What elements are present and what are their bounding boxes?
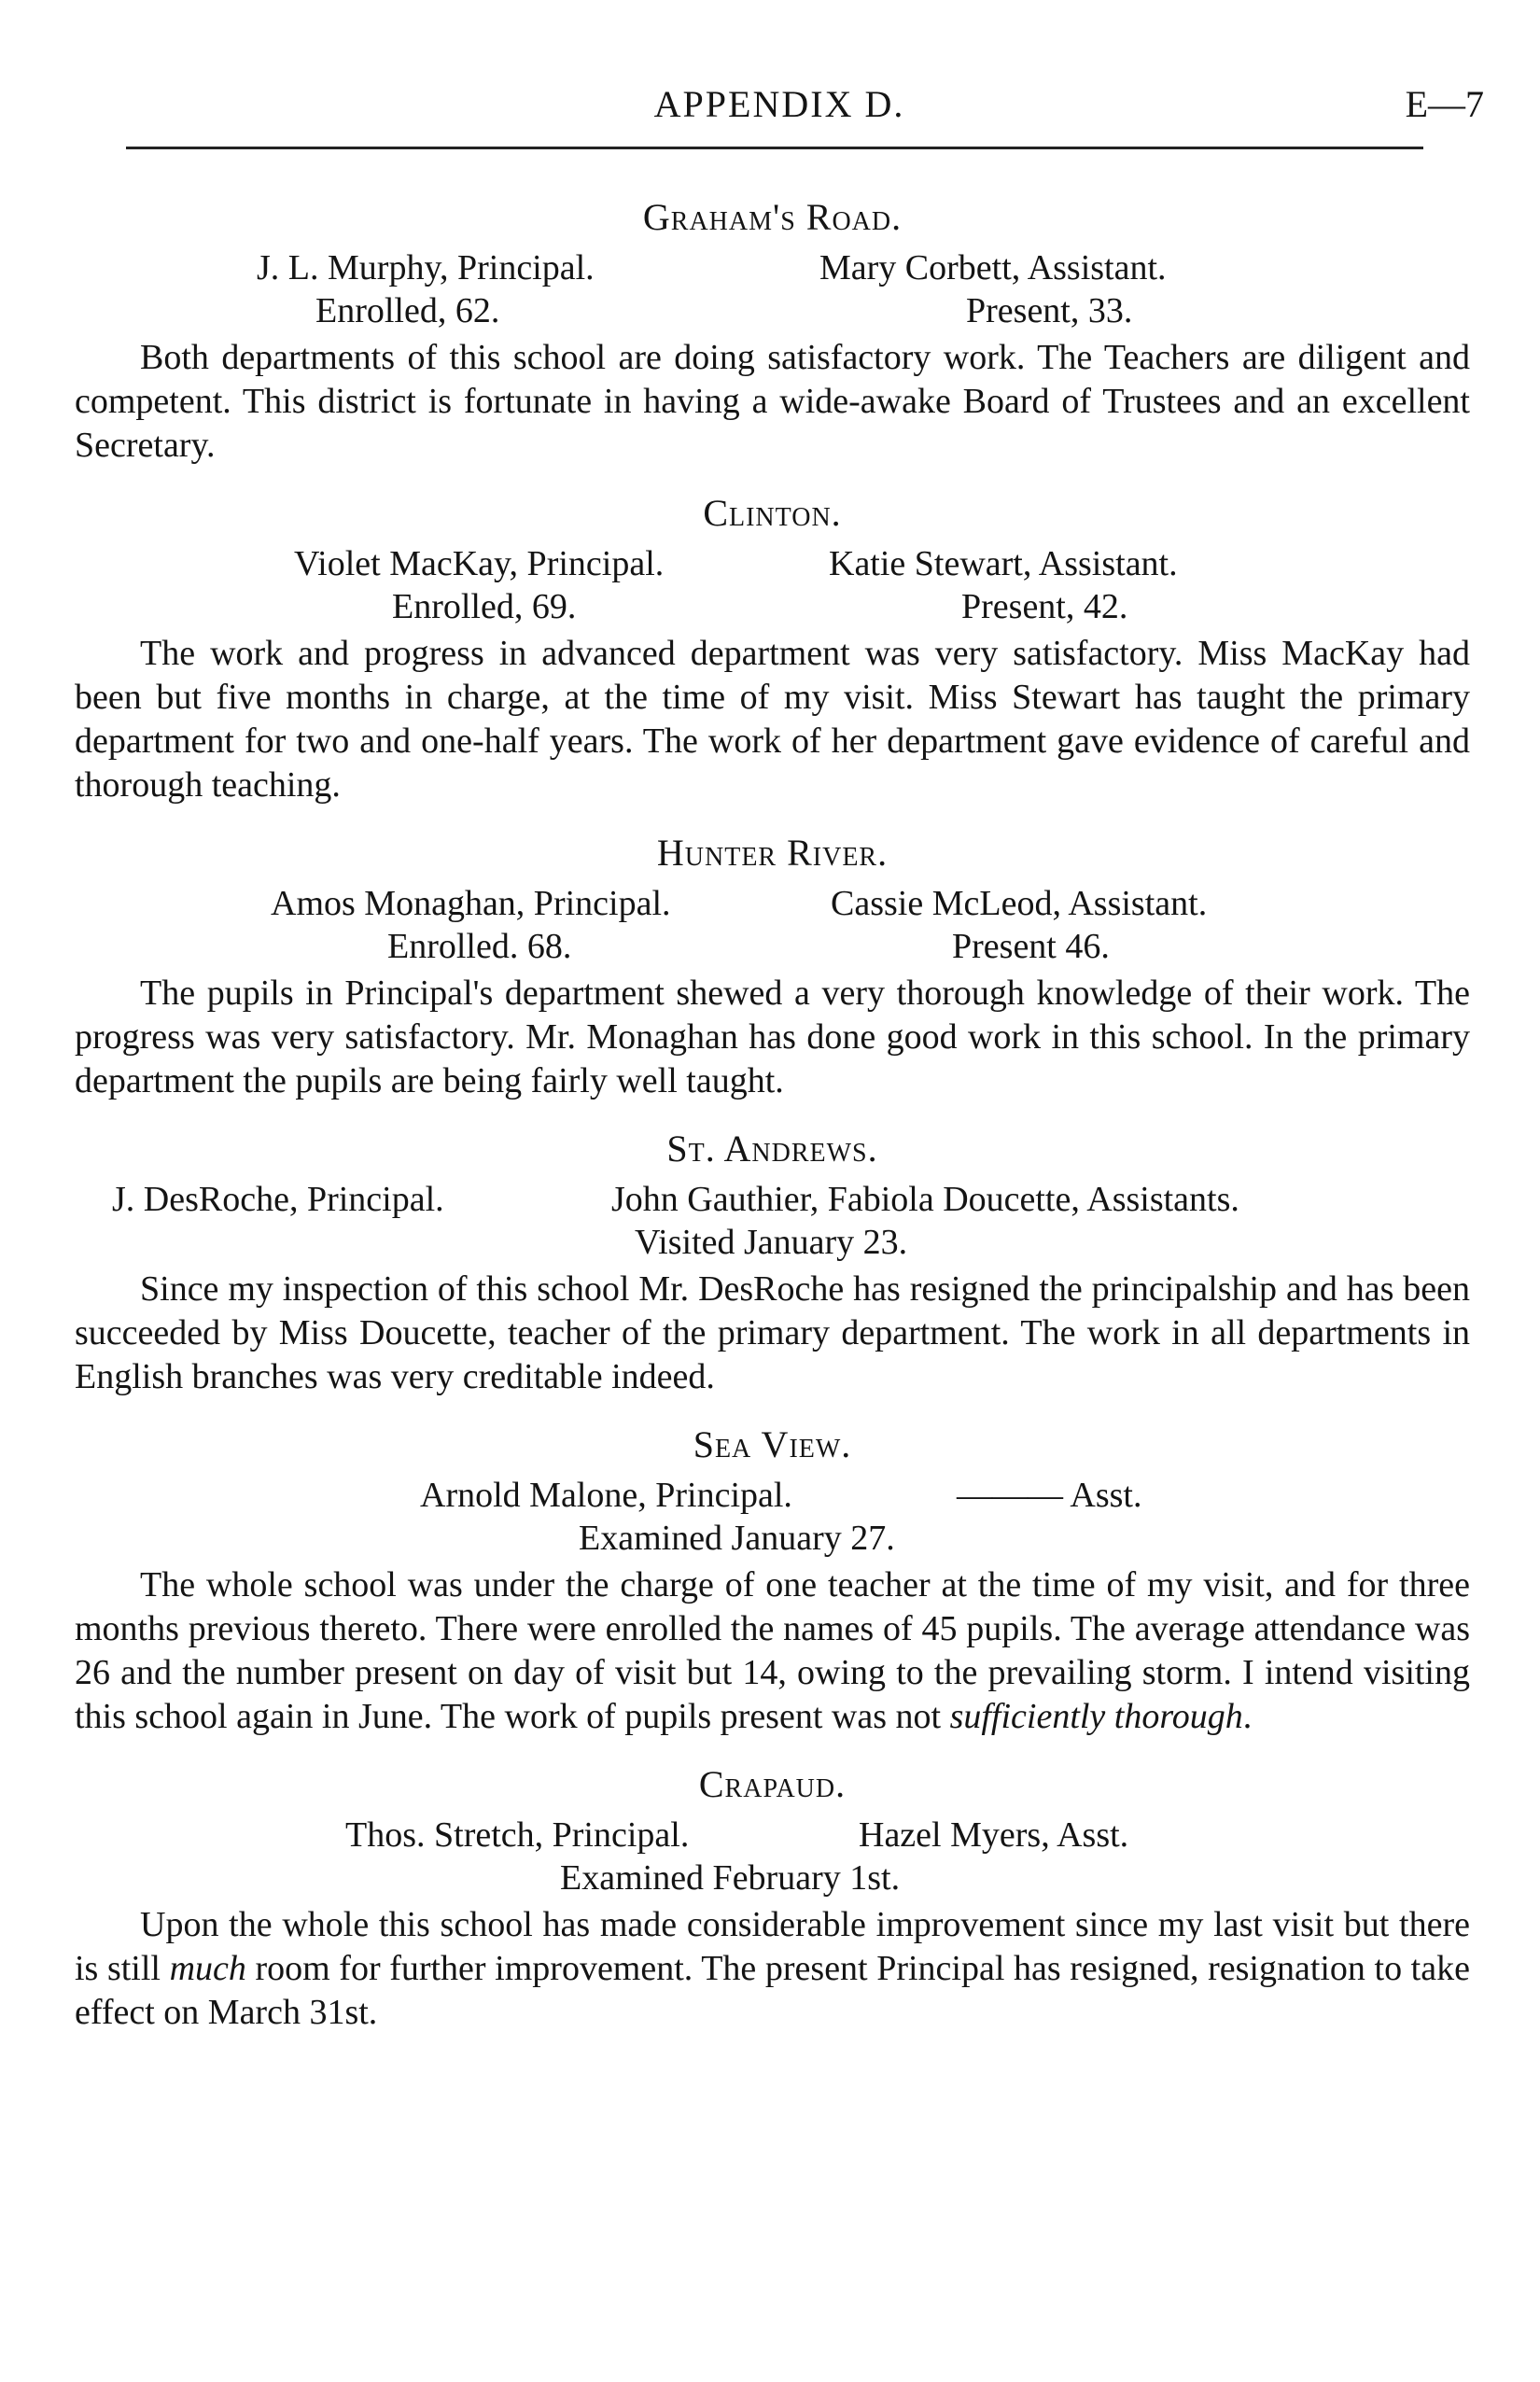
section-st-andrews xyxy=(75,1128,1470,1399)
staff-line xyxy=(75,1474,1470,1517)
principal-name: J. L. Murphy, Principal. xyxy=(257,248,595,287)
text-part-b: room for further improvement. The present Principal has resigned, resignation to take effect on March 31st. xyxy=(75,1949,1470,2032)
attendance-line xyxy=(75,585,1470,628)
visit-line xyxy=(75,1857,1470,1899)
staff-line xyxy=(75,882,1470,925)
staff-line xyxy=(75,1814,1470,1857)
principal-name: Arnold Malone, Principal. xyxy=(420,1476,792,1515)
staff-line xyxy=(75,246,1470,289)
report-body xyxy=(75,187,1470,2059)
section-text xyxy=(75,1563,1470,1739)
section-heading: Clinton. xyxy=(703,492,842,534)
section-grahams-road xyxy=(75,196,1470,468)
enrolled-count: Enrolled, 62. xyxy=(315,291,500,330)
text-end: . xyxy=(1242,1697,1253,1736)
section-text: The work and progress in advanced department was very satisfactory. Miss MacKay had been but five months in charge, at the time of my visit. Miss Stewart has taught the primary department for two and one-half years. The work of her department gave evidence of careful and thorough teaching. xyxy=(75,634,1470,805)
section-hunter-river xyxy=(75,832,1470,1103)
visit-date: Examined January 27. xyxy=(579,1519,895,1558)
attendance-line xyxy=(75,289,1470,332)
present-count: Present, 42. xyxy=(961,587,1128,626)
text-part-a: Upon the whole this school has made considerable improvement since my last visit but there is still xyxy=(75,1905,1470,1988)
emphasis-text: sufficiently thorough xyxy=(949,1697,1243,1736)
header-rule xyxy=(126,147,1423,149)
text-main: The whole school was under the charge of one teacher at the time of my visit, and for three months previous thereto. There were enrolled the names of 45 pupils. The average attendance was 26 and the number present on day of visit but 14, owing to the prevailing storm. I intend visiting this school again in June. The work of pupils present was not xyxy=(75,1565,1470,1736)
running-title: APPENDIX D. xyxy=(653,83,905,125)
visit-date: Examined February 1st. xyxy=(560,1858,901,1898)
principal-name: Violet MacKay, Principal. xyxy=(294,544,665,583)
section-heading: Sea View. xyxy=(693,1423,852,1465)
page-folio: E—7 xyxy=(1405,83,1484,125)
section-sea-view xyxy=(75,1423,1470,1739)
visit-line xyxy=(75,1221,1470,1264)
section-text: The pupils in Principal's department shewed a very thorough knowledge of their work. The progress was very satisfactory. Mr. Monaghan has done good work in this school. In the primary department the pupils are being fairly well taught. xyxy=(75,974,1470,1100)
assistant-name: ——— Asst. xyxy=(957,1476,1142,1515)
visit-date: Visited January 23. xyxy=(635,1223,908,1262)
assistant-name: Cassie McLeod, Assistant. xyxy=(831,884,1208,923)
staff-line xyxy=(75,542,1470,585)
attendance-line xyxy=(75,925,1470,968)
assistant-name: Hazel Myers, Asst. xyxy=(859,1815,1129,1855)
section-text: Since my inspection of this school Mr. DesRoche has resigned the principalship and has been succeeded by Miss Doucette, teacher of the primary department. The work in all departments in English branches was very creditable indeed. xyxy=(75,1269,1470,1396)
section-crapaud xyxy=(75,1763,1470,2035)
assistant-name: Mary Corbett, Assistant. xyxy=(819,248,1167,287)
section-clinton xyxy=(75,492,1470,807)
assistant-name: Katie Stewart, Assistant. xyxy=(829,544,1178,583)
running-head xyxy=(75,82,1484,138)
principal-name: Amos Monaghan, Principal. xyxy=(271,884,671,923)
emphasis-text: much xyxy=(169,1949,246,1988)
section-heading: Hunter River. xyxy=(656,832,889,874)
section-text xyxy=(75,1903,1470,2035)
principal-name: J. DesRoche, Principal. xyxy=(112,1180,444,1219)
principal-name: Thos. Stretch, Principal. xyxy=(345,1815,690,1855)
section-text: Both departments of this school are doing satisfactory work. The Teachers are diligent and competent. This district is fortunate in having a wide-awake Board of Trustees and an excellent Secretary. xyxy=(75,338,1470,465)
section-heading: Crapaud. xyxy=(698,1763,847,1805)
section-heading: St. Andrews. xyxy=(666,1128,878,1170)
staff-line xyxy=(75,1178,1470,1221)
enrolled-count: Enrolled, 69. xyxy=(392,587,577,626)
present-count: Present, 33. xyxy=(966,291,1133,330)
present-count: Present 46. xyxy=(952,927,1110,966)
enrolled-count: Enrolled. 68. xyxy=(387,927,572,966)
section-heading: Graham's Road. xyxy=(642,196,903,238)
assistants-names: John Gauthier, Fabiola Doucette, Assistants. xyxy=(611,1180,1239,1219)
visit-line xyxy=(75,1517,1470,1560)
